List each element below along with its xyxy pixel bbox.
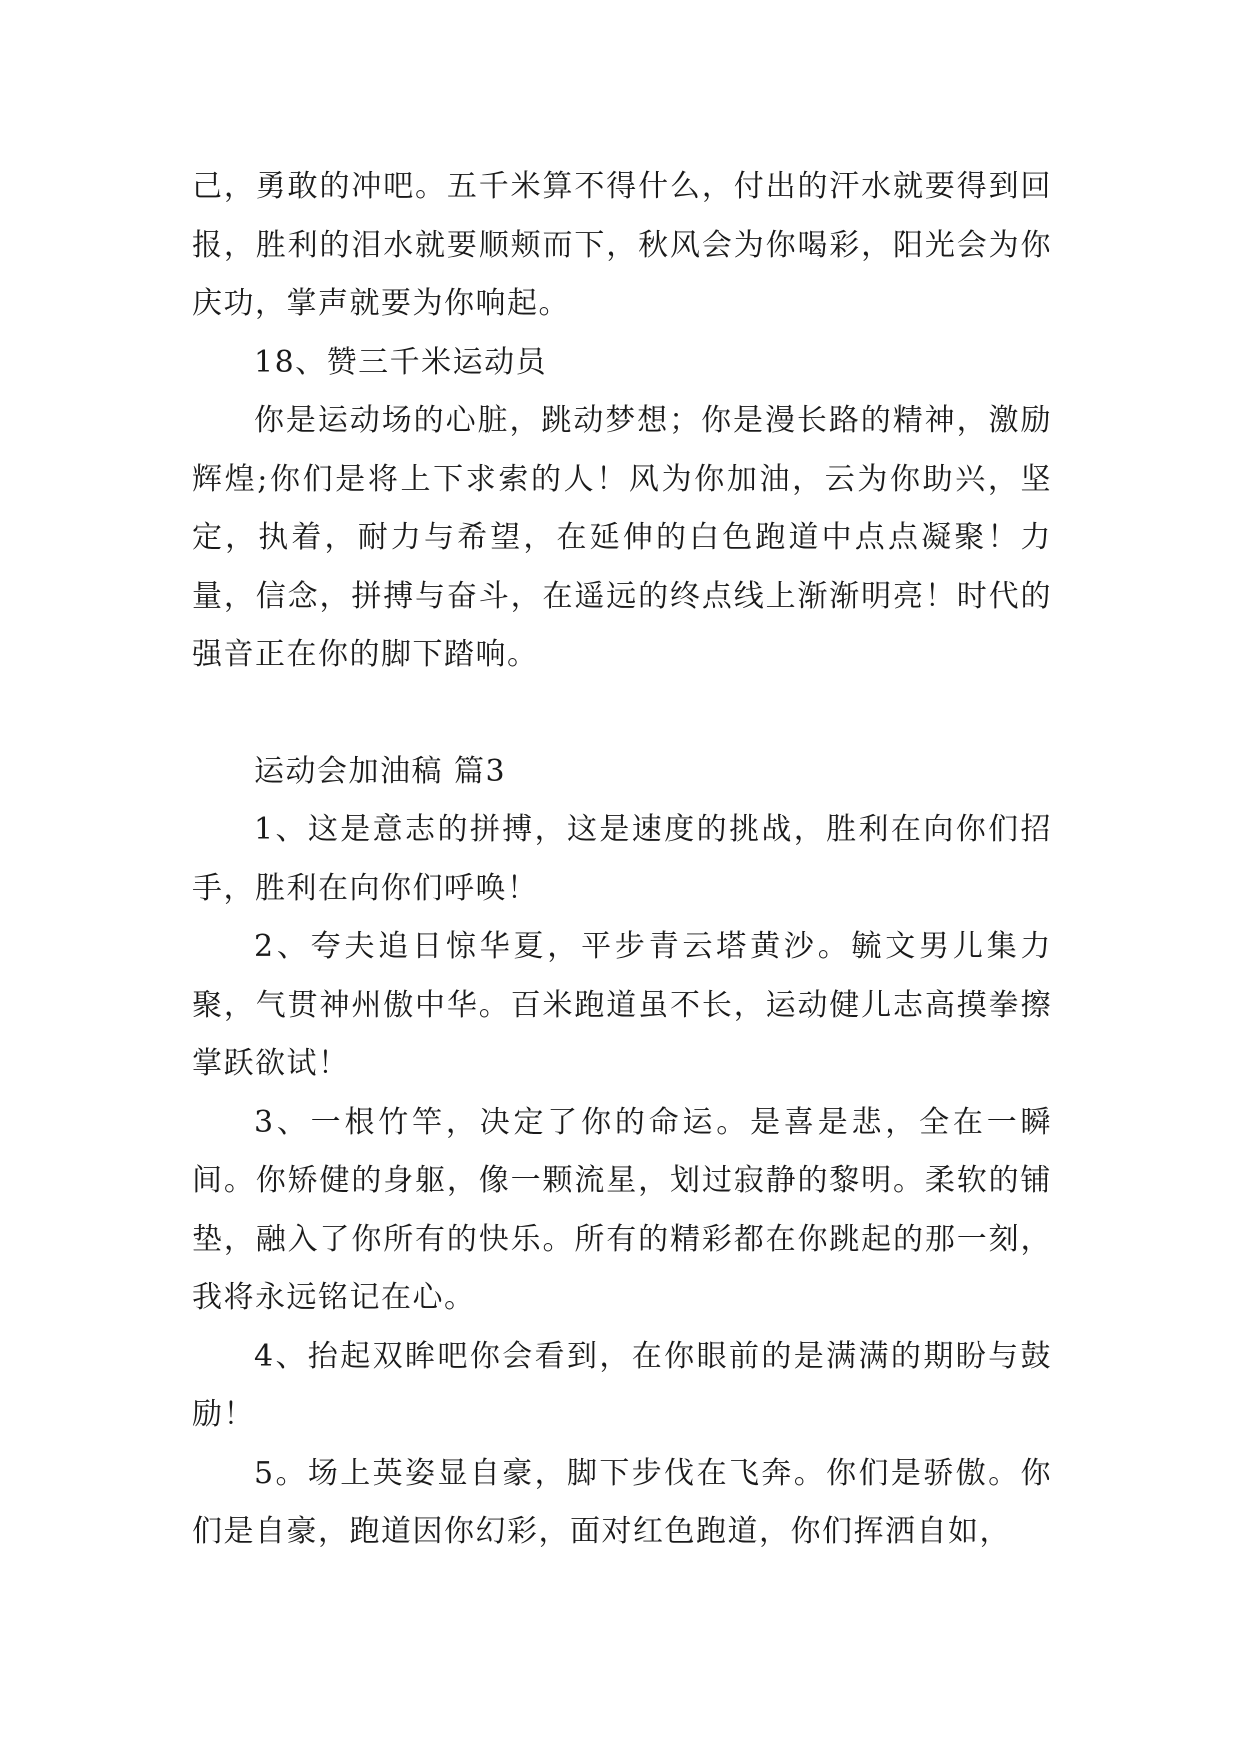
paragraph: 你是运动场的心脏，跳动梦想；你是漫长路的精神，激励辉煌;你们是将上下求索的人！风为你加油，云为你助兴，坚定，执着，耐力与希望，在延伸的白色跑道中点点凝聚！力量，信念，拼搏与奋斗，在遥远的终点线上渐渐明亮！时代的强音正在你的脚下踏响。 <box>192 403 1052 672</box>
item-heading: 18、赞三千米运动员 <box>254 344 548 380</box>
paragraph-continuation: 己，勇敢的冲吧。五千米算不得什么，付出的汗水就要得到回报，胜利的泪水就要顺颊而下，秋风会为你喝彩，阳光会为你庆功，掌声就要为你响起。 <box>192 169 1052 321</box>
section-heading: 运动会加油稿 篇3 <box>254 753 507 789</box>
list-item: 3、一根竹竿，决定了你的命运。是喜是悲，全在一瞬间。你矫健的身躯，像一颗流星，划过寂静的黎明。柔软的铺垫，融入了你所有的快乐。所有的精彩都在你跳起的那一刻，我将永远铭记在心。 <box>192 1104 1052 1315</box>
list-item: 5。场上英姿显自豪，脚下步伐在飞奔。你们是骄傲。你们是自豪，跑道因你幻彩，面对红色跑道，你们挥洒自如， <box>192 1455 1052 1549</box>
document-body <box>192 158 1052 1562</box>
list-item: 1、这是意志的拼搏，这是速度的挑战，胜利在向你们招手，胜利在向你们呼唤！ <box>192 812 1052 906</box>
list-item: 2、夸夫追日惊华夏，平步青云塔黄沙。毓文男儿集力聚，气贯神州傲中华。百米跑道虽不长，运动健儿志高摸拳擦掌跃欲试！ <box>192 929 1052 1081</box>
section-gap <box>192 685 1052 743</box>
list-item: 4、抬起双眸吧你会看到，在你眼前的是满满的期盼与鼓励！ <box>192 1338 1052 1432</box>
